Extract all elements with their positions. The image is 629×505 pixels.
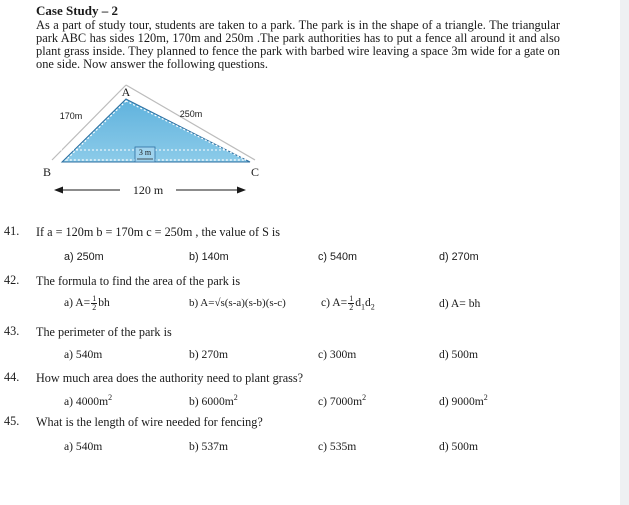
option-a-value: a) 4000m <box>64 394 109 408</box>
subscript-1: 1 <box>360 302 365 312</box>
fraction-numerator: 1 <box>349 294 354 303</box>
option-c: c) 535m <box>318 440 357 453</box>
side-ab-label: 170m <box>59 111 83 121</box>
triangle-park-diagram <box>30 82 270 202</box>
question-text: How much area does the authority need to plant grass? <box>36 371 304 385</box>
gate-label: 3 m <box>138 148 152 157</box>
side-ac-label: 250m <box>179 109 203 119</box>
option-b-value: b) 6000m <box>189 394 234 408</box>
base-label: 120 m <box>132 183 164 197</box>
option-c-d: d <box>355 296 361 310</box>
question-number: 44. <box>4 370 20 384</box>
superscript: 2 <box>362 393 367 402</box>
fraction-denominator: 2 <box>349 303 354 312</box>
base-arrow-left-head <box>54 187 63 194</box>
option-a <box>64 393 112 408</box>
fraction <box>91 295 97 312</box>
fraction <box>348 295 354 312</box>
vertex-c-label: C <box>250 165 260 179</box>
option-d-value: d) 9000m <box>439 394 484 408</box>
option-c-prefix: c) A= <box>321 296 348 310</box>
option-b: b) 270m <box>189 348 228 361</box>
case-study-text: As a part of study tour, students are taken to a park. The park is in the shape of a triangle. The triangular park ABC has sides 120m, 170m and 250m .The park authorities has to put a fence all around it and also plant grass inside. They planned to fence the park with barbed wire leaving a space 3m wide for a gate on one side. Now answer the following questions. <box>36 18 560 71</box>
option-d <box>439 393 488 408</box>
subscript-2: 2 <box>370 302 375 312</box>
fraction-denominator: 2 <box>92 303 97 312</box>
option-a: a) 540m <box>64 440 103 453</box>
option-c-value: c) 7000m <box>318 394 363 408</box>
question-text: The perimeter of the park is <box>36 325 172 339</box>
option-c: c) 540m <box>318 251 358 263</box>
option-b: b) A=√s(s-a)(s-b)(s-c) <box>189 297 286 309</box>
question-text: If a = 120m b = 170m c = 250m , the value of S is <box>36 225 281 239</box>
option-a <box>64 295 110 312</box>
option-a-prefix: a) A= <box>64 296 91 310</box>
option-c <box>318 393 366 408</box>
option-d: d) 500m <box>439 440 478 453</box>
superscript: 2 <box>233 393 238 402</box>
question-text: What is the length of wire needed for fencing? <box>36 415 263 429</box>
option-a-suffix: bh <box>98 296 110 310</box>
question-number: 42. <box>4 273 20 287</box>
superscript: 2 <box>108 393 113 402</box>
option-a: a) 250m <box>64 251 104 263</box>
question-number: 43. <box>4 324 20 338</box>
option-c <box>321 295 375 312</box>
option-d: d) A= bh <box>439 297 481 310</box>
superscript: 2 <box>483 393 488 402</box>
case-study-title: Case Study – 2 <box>36 3 118 18</box>
option-c-d2: d <box>364 296 371 310</box>
page-edge-strip <box>620 0 629 505</box>
option-c: c) 300m <box>318 348 357 361</box>
option-b <box>189 393 238 408</box>
option-a: a) 540m <box>64 348 103 361</box>
base-arrow-right-head <box>237 187 246 194</box>
question-number: 41. <box>4 224 20 238</box>
question-text: The formula to find the area of the park is <box>36 274 241 288</box>
option-b: b) 140m <box>189 251 229 263</box>
park-triangle <box>59 99 250 162</box>
option-b: b) 537m <box>189 440 228 453</box>
question-number: 45. <box>4 414 20 428</box>
fraction-numerator: 1 <box>92 294 97 303</box>
option-d: d) 500m <box>439 348 478 361</box>
vertex-a-label: A <box>121 85 131 99</box>
option-d: d) 270m <box>439 251 479 263</box>
vertex-b-label: B <box>42 165 52 179</box>
